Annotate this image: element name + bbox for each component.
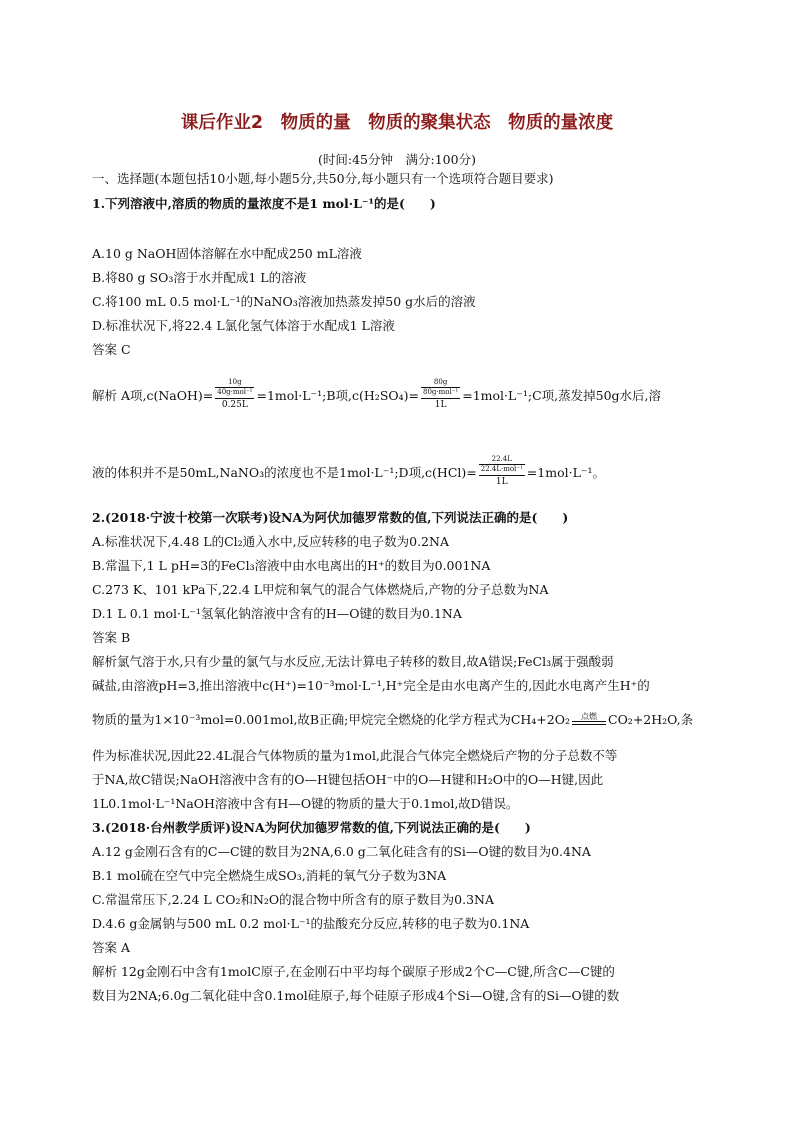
q2-stem: 2.(2018·宁波十校第一次联考)设NA为阿伏加德罗常数的值,下列说法正确的是( ): [92, 510, 569, 525]
q1-option-b: B.将80 g SO₃溶于水并配成1 L的溶液: [92, 270, 307, 285]
fraction-hcl: [479, 455, 525, 488]
time-score-note: (时间:45分钟 满分:100分): [318, 152, 476, 167]
q3-option-c: C.常温常压下,2.24 L CO₂和N₂O的混合物中所含有的原子数目为0.3NA: [92, 892, 495, 907]
q2-option-a: A.标准状况下,4.48 L的Cl₂通入水中,反应转移的电子数为0.2NA: [92, 534, 449, 549]
fraction-denominator: 80g·mol⁻¹: [423, 388, 459, 396]
fraction-outer-denominator: 1L: [495, 477, 508, 487]
section-heading: 一、选择题(本题包括10小题,每小题5分,共50分,每小题只有一个选项符合题目要求): [92, 171, 554, 186]
q3-explanation-2: 数目为2NA;6.0g二氧化硅中含0.1mol硅原子,每个硅原子形成4个Si—O键,含有的Si—O键的数: [92, 988, 620, 1003]
q2-answer: 答案 B: [92, 630, 131, 645]
fraction-naoh: [215, 378, 254, 411]
q1-answer: 答案 C: [92, 342, 131, 357]
q1-option-c: C.将100 mL 0.5 mol·L⁻¹的NaNO₃溶液加热蒸发掉50 g水后的溶液: [92, 294, 476, 309]
q2-explanation-4: 件为标准状况,因此22.4L混合气体物质的量为1mol,此混合气体完全燃烧后产物的分子总数不等: [92, 748, 618, 763]
q2-explanation-6: 1L0.1mol·L⁻¹NaOH溶液中含有H—O键的物质的量大于0.1mol,故D错误。: [92, 796, 519, 811]
fraction-denominator: 40g·mol⁻¹: [217, 388, 253, 396]
q3-option-d: D.4.6 g金属钠与500 mL 0.2 mol·L⁻¹的盐酸充分反应,转移的电子数为0.1NA: [92, 916, 530, 931]
fraction-outer-denominator: 0.25L: [221, 400, 248, 410]
q2-exp-text: CO₂+2H₂O,条: [608, 712, 694, 727]
q2-option-b: B.常温下,1 L pH=3的FeCl₃溶液中由水电离出的H⁺的数目为0.001NA: [92, 558, 491, 573]
q3-stem: 3.(2018·台州教学质评)设NA为阿伏加德罗常数的值,下列说法正确的是( ): [92, 820, 531, 835]
q1-explanation-line2: [92, 455, 605, 488]
fraction-h2so4: [421, 378, 460, 411]
q1-option-a: A.10 g NaOH固体溶解在水中配成250 mL溶液: [92, 246, 362, 261]
q2-explanation-3: [92, 710, 693, 728]
fraction-numerator: 10g: [215, 378, 254, 388]
reaction-condition: 点燃: [581, 712, 597, 721]
q1-stem: 1.下列溶液中,溶质的物质的量浓度不是1 mol·L⁻¹的是( ): [92, 196, 436, 211]
q3-answer: 答案 A: [92, 940, 131, 955]
q2-explanation-1: 解析氯气溶于水,只有少量的氯气与水反应,无法计算电子转移的数目,故A错误;FeCl₃属于强酸弱: [92, 654, 614, 669]
q3-option-a: A.12 g金刚石含有的C—C键的数目为2NA,6.0 g二氧化硅含有的Si—O键的数目为0.4NA: [92, 844, 591, 859]
fraction-numerator: 22.4L: [479, 455, 525, 465]
fraction-denominator: 22.4L·mol⁻¹: [480, 465, 523, 473]
q1-exp-text: 解析 A项,c(NaOH)=: [92, 387, 214, 403]
q1-exp-text: =1mol·L⁻¹。: [526, 464, 605, 480]
q3-explanation-1: 解析 12g金刚石中含有1molC原子,在金刚石中平均每个碳原子形成2个C—C键,所含C—C键的: [92, 964, 615, 979]
q1-option-d: D.标准状况下,将22.4 L氯化氢气体溶于水配成1 L溶液: [92, 318, 395, 333]
q2-explanation-5: 于NA,故C错误;NaOH溶液中含有的O—H键包括OH⁻中的O—H键和H₂O中的O—H键,因此: [92, 772, 604, 787]
q3-option-b: B.1 mol硫在空气中完全燃烧生成SO₃,消耗的氧气分子数为3NA: [92, 868, 447, 883]
q2-exp-text: 物质的量为1×10⁻³mol=0.001mol,故B正确;甲烷完全燃烧的化学方程式为CH₄+2O₂: [92, 712, 570, 727]
page-title: 课后作业2 物质的量 物质的聚集状态 物质的量浓度: [180, 113, 614, 133]
q1-exp-text: 液的体积并不是50mL,NaNO₃的浓度也不是1mol·L⁻¹;D项,c(HCl)=: [92, 464, 477, 480]
fraction-numerator: 80g: [421, 378, 460, 388]
q2-explanation-2: 碱盐,由溶液pH=3,推出溶液中c(H⁺)=10⁻³mol·L⁻¹,H⁺完全是由水电离产生的,因此水电离产生H⁺的: [92, 678, 650, 693]
q1-exp-text: =1mol·L⁻¹;C项,蒸发掉50g水后,溶: [462, 387, 662, 403]
q1-explanation-line1: [92, 378, 661, 411]
fraction-outer-denominator: 1L: [434, 400, 447, 410]
q2-option-d: D.1 L 0.1 mol·L⁻¹氢氧化钠溶液中含有的H—O键的数目为0.1NA: [92, 606, 462, 621]
q1-exp-text: =1mol·L⁻¹;B项,c(H₂SO₄)=: [256, 387, 419, 403]
q2-option-c: C.273 K、101 kPa下,22.4 L甲烷和氧气的混合气体燃烧后,产物的分子总数为NA: [92, 582, 549, 597]
reaction-arrow-ignite: [572, 713, 606, 725]
